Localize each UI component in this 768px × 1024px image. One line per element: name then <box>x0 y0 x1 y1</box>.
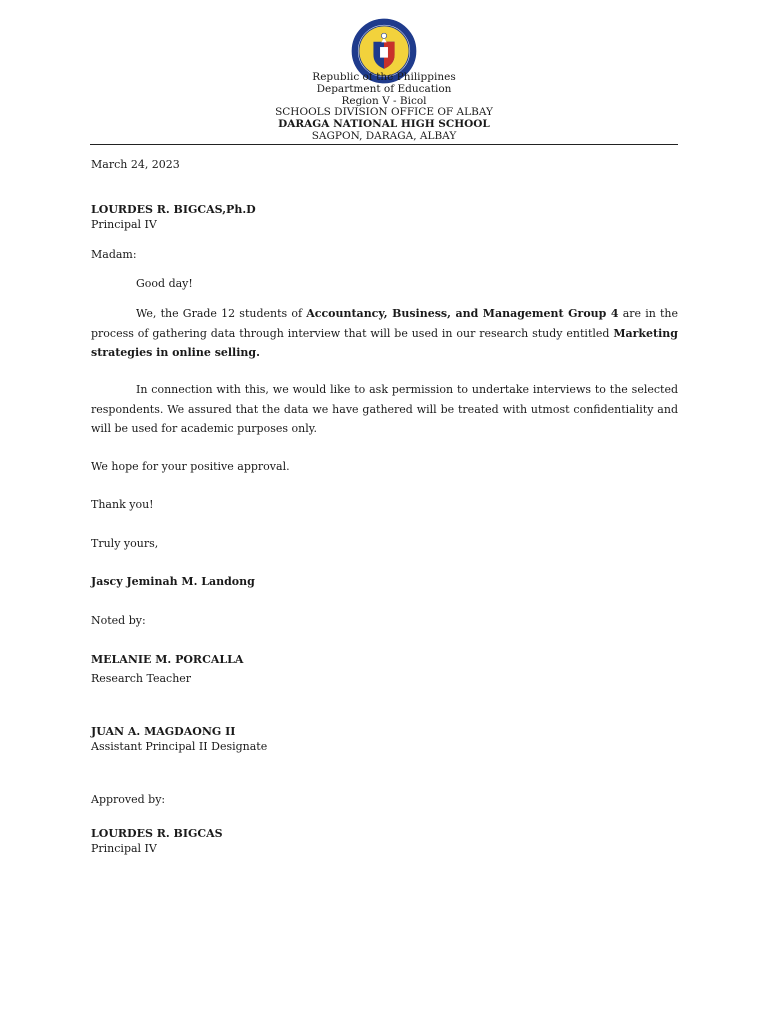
paragraph-request <box>91 304 678 363</box>
p1-text-c: are in the process of gathering data through interview that will be used in our research study entitled <box>91 307 678 340</box>
noter1-title: Research Teacher <box>91 672 192 685</box>
hope-line: We hope for your positive approval. <box>91 460 290 473</box>
p1-research-title: Marketing strategies in online selling. <box>91 326 678 359</box>
noter2-name: JUAN A. MAGDAONG II <box>91 725 236 738</box>
header-divider <box>90 144 678 145</box>
sender-name: Jascy Jeminah M. Landong <box>91 575 255 588</box>
paragraph-permission <box>91 380 678 439</box>
header-region: Region V - Bicol <box>341 94 427 107</box>
noter2-title: Assistant Principal II Designate <box>91 740 268 753</box>
thanks-line: Thank you! <box>91 498 154 511</box>
approver-name: LOURDES R. BIGCAS <box>91 827 223 840</box>
approved-by-label: Approved by: <box>91 793 166 806</box>
header-address: SAGPON, DARAGA, ALBAY <box>311 129 457 142</box>
header-division: SCHOOLS DIVISION OFFICE OF ALBAY <box>275 106 493 119</box>
p2-text: In connection with this, we would like to ask permission to undertake interviews to the selected respondents. We assured that the data we have gathered will be treated with utmost confidentiality and will be used for academic purposes only. <box>91 383 678 435</box>
p1-text-a: We, the Grade 12 students of <box>136 307 307 320</box>
approver-title: Principal IV <box>91 842 157 855</box>
header-country: Republic of the Philippines <box>312 71 456 83</box>
header-department: Department of Education <box>316 82 452 95</box>
closing-line: Truly yours, <box>91 537 159 550</box>
noter1-name: MELANIE M. PORCALLA <box>91 653 244 666</box>
salutation: Madam: <box>91 248 137 261</box>
letterhead <box>90 72 678 143</box>
p1-group-name: Accountancy, Business, and Management Group 4 <box>306 307 619 320</box>
noted-by-label: Noted by: <box>91 614 146 627</box>
greeting: Good day! <box>136 277 193 290</box>
addressee-name: LOURDES R. BIGCAS,Ph.D <box>91 203 256 216</box>
letter-date: March 24, 2023 <box>91 158 180 171</box>
header-school: DARAGA NATIONAL HIGH SCHOOL <box>278 118 490 131</box>
addressee-title: Principal IV <box>91 218 157 231</box>
